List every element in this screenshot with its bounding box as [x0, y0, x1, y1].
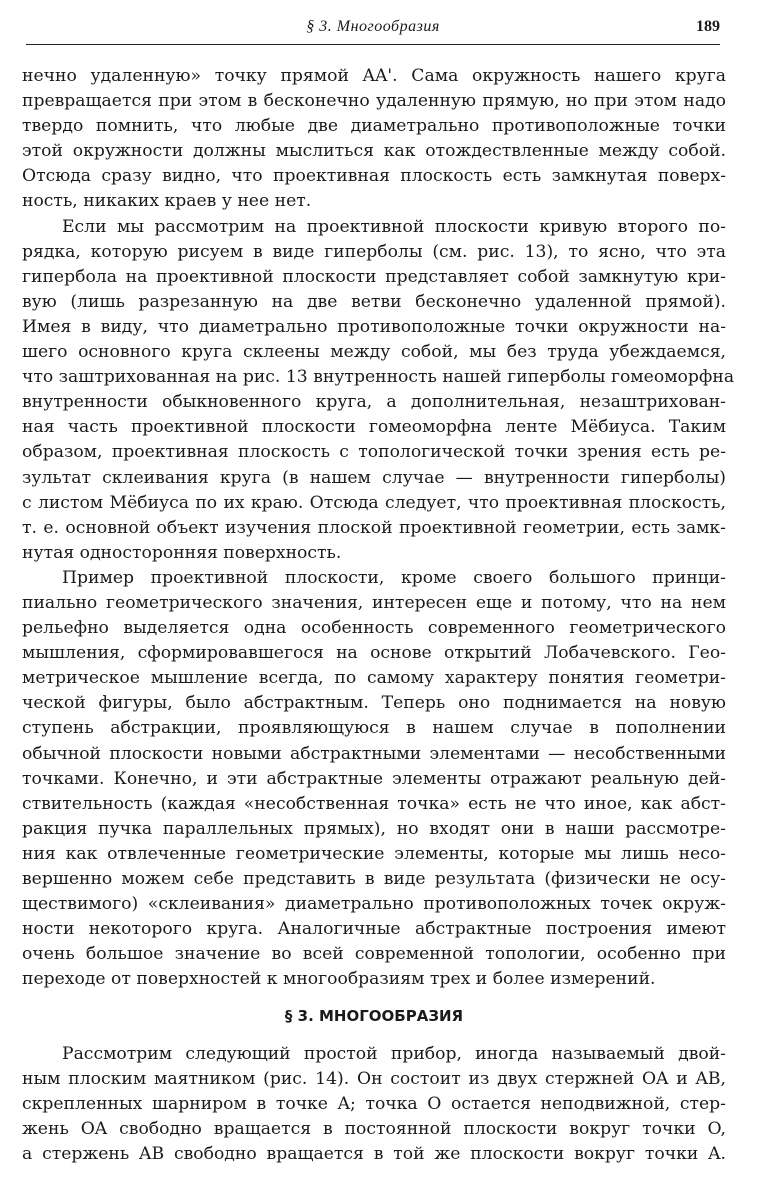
text-line: образом, проективная плоскость с топологической точки зрения есть ре-	[22, 442, 726, 463]
text-line: превращается при этом в бесконечно удаленную прямую, но при этом надо	[22, 91, 726, 112]
text-line: ществимого) «склеивания» диаметрально противоположных точек окруж-	[22, 894, 726, 915]
text-line: гипербола на проективной плоскости представляет собой замкнутую кри-	[22, 266, 726, 287]
text-line: ным плоским маятником (рис. 14). Он состоит из двух стержней OA и AB,	[22, 1068, 726, 1089]
text-line: мышления, сформировавшегося на основе открытий Лобачевского. Гео-	[22, 643, 726, 664]
paragraph-abstraction	[22, 566, 726, 993]
text-line: что заштрихованная на рис. 13 внутренность нашей гиперболы гомеоморфна	[22, 367, 735, 388]
text-line: метрическое мышление всегда, по самому характеру понятия геометри-	[22, 668, 726, 689]
section-heading: § 3. МНОГООБРАЗИЯ	[284, 1007, 464, 1026]
page-header	[26, 16, 720, 40]
text-line: с листом Мёбиуса по их краю. Отсюда следует, что проективная плоскость,	[22, 492, 726, 513]
text-line: Пример проективной плоскости, кроме своего большого принци-	[62, 567, 726, 588]
page-number: 189	[696, 18, 720, 35]
text-line: шего основного круга склеены между собой, мы без труда убеждаемся,	[22, 342, 726, 363]
paragraph-projective-hyperbola	[22, 215, 735, 566]
text-line: внутренности обыкновенного круга, а дополнительная, незаштрихован-	[22, 392, 726, 413]
text-line: жень OA свободно вращается в постоянной плоскости вокруг точки O,	[22, 1118, 726, 1139]
text-line: обычной плоскости новыми абстрактными элементами — несобственными	[22, 743, 726, 764]
text-line: нечно удаленную» точку прямой AA'. Сама окружность нашего круга	[22, 66, 726, 86]
body-text	[22, 64, 735, 1167]
paragraph-continuation	[22, 64, 726, 215]
paragraph-double-pendulum	[22, 1042, 726, 1167]
text-line: ния как отвлеченные геометрические элементы, которые мы лишь несо-	[22, 843, 726, 864]
text-line: ности некоторого круга. Аналогичные абстрактные построения имеют	[22, 919, 726, 940]
text-line: Рассмотрим следующий простой прибор, иногда называемый двой-	[62, 1043, 726, 1064]
text-line: твердо помнить, что любые две диаметрально противоположные точки	[22, 116, 726, 137]
text-line: Имея в виду, что диаметрально противоположные точки окружности на-	[22, 316, 726, 337]
text-line: зультат склеивания круга (в нашем случае — внутренности гиперболы)	[22, 467, 726, 488]
text-line: рельефно выделяется одна особенность современного геометрического	[22, 618, 726, 639]
text-line: ческой фигуры, было абстрактным. Теперь оно поднимается на новую	[22, 693, 726, 714]
text-line: т. е. основной объект изучения плоской проективной геометрии, есть замк-	[22, 517, 726, 538]
text-line: ракция пучка параллельных прямых), но входят они в наши рассмотре-	[22, 818, 726, 839]
text-line: очень большое значение во всей современной топологии, особенно при	[22, 944, 726, 965]
text-line: вую (лишь разрезанную на две ветви бесконечно удаленной прямой).	[22, 291, 726, 312]
text-line: ствительность (каждая «несобственная точка» есть не что иное, как абст-	[22, 793, 726, 814]
text-line: точками. Конечно, и эти абстрактные элементы отражают реальную дей-	[22, 768, 726, 789]
text-line: рядка, которую рисуем в виде гиперболы (см. рис. 13), то ясно, что эта	[22, 241, 726, 262]
text-line: пиально геометрического значения, интересен еще и потому, что на нем	[22, 592, 726, 613]
text-line: этой окружности должны мыслиться как отождествленные между собой.	[22, 141, 726, 162]
text-line: вершенно можем себе представить в виде результата (физически не осу-	[22, 869, 726, 889]
text-line: Отсюда сразу видно, что проективная плоскость есть замкнутая поверх-	[22, 166, 726, 187]
text-line: а стержень AB свободно вращается в той же плоскости вокруг точки A.	[22, 1143, 726, 1164]
text-line: ная часть проективной плоскости гомеоморфна ленте Мёбиуса. Таким	[22, 417, 726, 438]
header-rule	[26, 44, 720, 45]
text-line: ступень абстракции, проявляющуюся в нашем случае в пополнении	[22, 718, 726, 739]
text-line: Если мы рассмотрим на проективной плоскости кривую второго по-	[62, 216, 726, 237]
text-line: скрепленных шарниром в точке A; точка O остается неподвижной, стер-	[22, 1093, 726, 1114]
text-line: нутая односторонняя поверхность.	[22, 542, 342, 563]
text-line: ность, никаких краев у нее нет.	[22, 191, 312, 212]
running-title: § 3. Многообразия	[306, 18, 440, 35]
text-line: переходе от поверхностей к многообразиям трех и более измерений.	[22, 969, 656, 990]
